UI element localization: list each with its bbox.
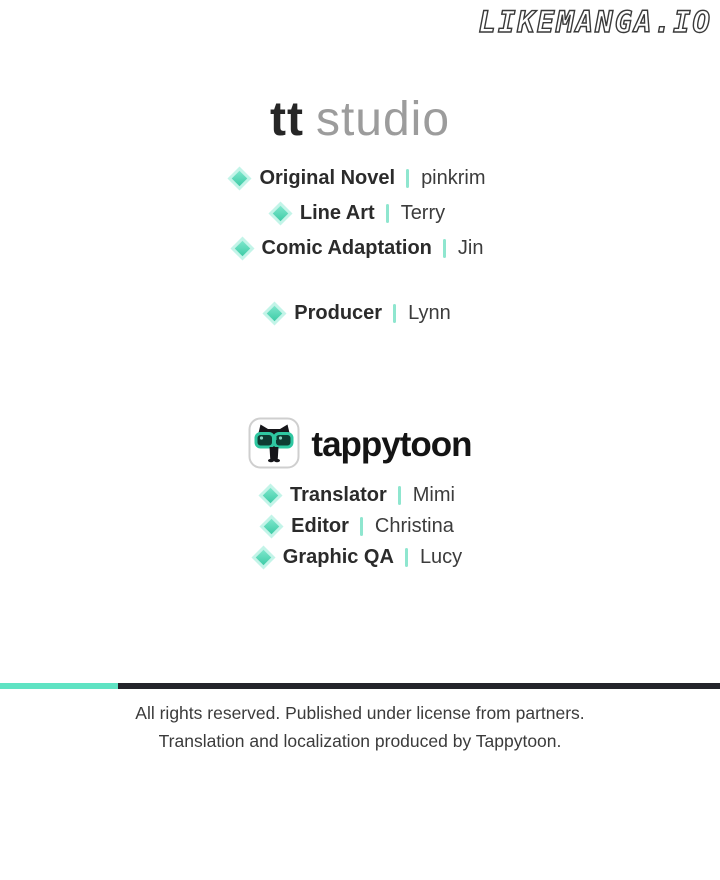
separator-bar-icon (443, 239, 446, 258)
credit-role: Producer (294, 302, 383, 324)
footer-line-1: All rights reserved. Published under license from partners. (135, 703, 585, 723)
separator-bar-icon (406, 169, 409, 188)
studio-logo (0, 94, 720, 146)
diamond-bullet-icon (263, 488, 279, 504)
separator-bar-icon (386, 204, 389, 223)
credit-name: Mimi (412, 484, 455, 506)
separator-bar-icon (393, 304, 396, 323)
credit-name: Terry (400, 202, 446, 224)
credit-row-graphic-qa (0, 542, 720, 573)
credit-role: Graphic QA (282, 546, 394, 568)
credit-row-translator (0, 480, 720, 511)
footer-divider (0, 683, 720, 689)
credit-row-comic-adaptation (0, 231, 720, 266)
credit-row-producer (0, 296, 720, 331)
credits-secondary-block (0, 480, 720, 573)
studio-logo-light: studio (315, 93, 451, 146)
diamond-bullet-icon (264, 519, 280, 535)
footer-line-2: Translation and localization produced by Tappytoon. (158, 731, 562, 751)
separator-bar-icon (405, 548, 408, 567)
tappytoon-logo (0, 417, 720, 469)
diamond-bullet-icon (267, 306, 283, 322)
credit-role: Editor (291, 515, 349, 537)
credit-row-editor (0, 511, 720, 542)
credit-row-line-art (0, 196, 720, 231)
producer-block (0, 296, 720, 331)
divider-dark-segment (118, 683, 720, 689)
credit-role: Translator (290, 484, 387, 506)
credit-role: Comic Adaptation (261, 237, 432, 259)
credit-role: Line Art (299, 202, 375, 224)
credit-name: Lucy (419, 546, 463, 568)
credit-role: Original Novel (259, 167, 396, 189)
footer-notice (0, 699, 720, 755)
diamond-bullet-icon (234, 241, 250, 257)
diamond-bullet-icon (232, 171, 248, 187)
studio-logo-bold: tt (269, 93, 304, 146)
credits-primary-block (0, 161, 720, 266)
separator-bar-icon (360, 517, 363, 536)
credit-row-original-novel (0, 161, 720, 196)
site-watermark: LIKEMANGA.IO (478, 5, 712, 39)
credit-name: pinkrim (421, 167, 486, 189)
diamond-bullet-icon (256, 550, 272, 566)
credit-name: Christina (374, 515, 454, 537)
separator-bar-icon (398, 486, 401, 505)
diamond-bullet-icon (273, 206, 289, 222)
tappytoon-cat-icon (248, 417, 300, 469)
tappytoon-wordmark: tappytoon (311, 425, 472, 464)
credit-name: Lynn (408, 302, 451, 324)
credit-name: Jin (457, 237, 484, 259)
divider-accent-segment (0, 683, 118, 689)
